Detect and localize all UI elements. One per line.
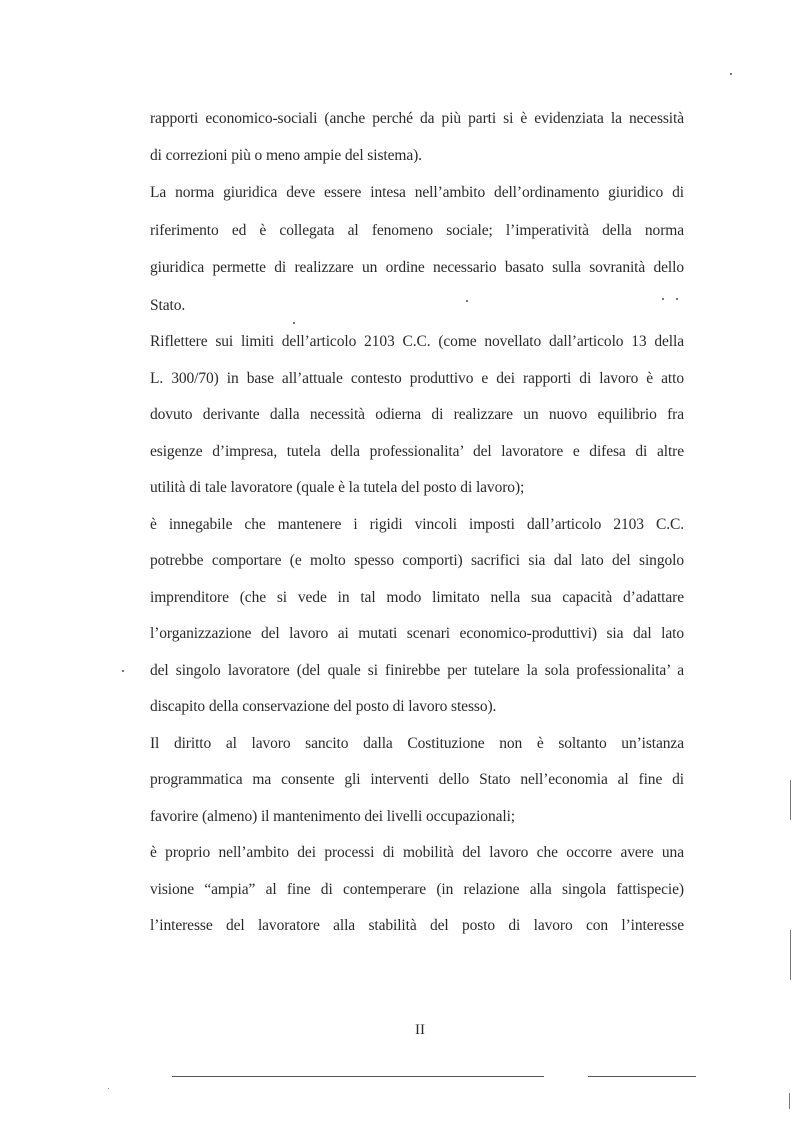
text-line-15: l’organizzazione del lavoro ai mutati scenari economico-produttivi) sia dal lato xyxy=(150,625,684,642)
scan-speck xyxy=(122,670,124,672)
text-line-22: visione “ampia” al fine di contemperare (in relazione alla singola fattispecie) xyxy=(150,881,684,898)
scan-margin-mark xyxy=(790,780,791,820)
text-line-20: favorire (almeno) il mantenimento dei livelli occupazionali; xyxy=(150,808,516,825)
text-line-10: esigenze d’impresa, tutela della professionalita’ del lavoratore e difesa di altre xyxy=(150,443,684,460)
text-line-18: Il diritto al lavoro sancito dalla Costituzione non è soltanto un’istanza xyxy=(150,735,684,752)
text-line-11: utilità di tale lavoratore (quale è la tutela del posto di lavoro); xyxy=(150,479,525,496)
text-line-4: riferimento ed è collegata al fenomeno sociale; l’imperatività della norma xyxy=(150,222,684,239)
scan-speck xyxy=(676,298,678,300)
text-line-1: rapporti economico-sociali (anche perché da più parti si è evidenziata la necessità xyxy=(150,110,684,127)
text-line-5: giuridica permette di realizzare un ordine necessario basato sulla sovranità dello xyxy=(150,259,684,276)
text-line-16: del singolo lavoratore (del quale si finirebbe per tutelare la sola professionalita’ a xyxy=(150,662,684,679)
text-line-17: discapito della conservazione del posto di lavoro stesso). xyxy=(150,698,497,715)
footer-rule-right xyxy=(588,1076,696,1077)
text-line-6: Stato. xyxy=(150,297,186,314)
scan-speck xyxy=(662,298,664,300)
scan-speck xyxy=(293,322,295,324)
text-line-23: l’interesse del lavoratore alla stabilità del posto di lavoro con l’interesse xyxy=(150,917,684,934)
text-line-3: La norma giuridica deve essere intesa nell’ambito dell’ordinamento giuridico di xyxy=(150,184,684,201)
text-line-12: è innegabile che mantenere i rigidi vincoli imposti dall’articolo 2103 C.C. xyxy=(150,516,684,533)
text-line-8: L. 300/70) in base all’attuale contesto produttivo e dei rapporti di lavoro è atto xyxy=(150,370,684,387)
text-line-2: di correzioni più o meno ampie del sistema). xyxy=(150,147,422,164)
text-line-19: programmatica ma consente gli interventi dello Stato nell’economia al fine di xyxy=(150,771,684,788)
footer-rule-left xyxy=(172,1076,544,1077)
scan-speck xyxy=(108,1088,109,1089)
scan-margin-mark xyxy=(789,1093,790,1109)
scan-speck xyxy=(466,300,468,302)
page-number: II xyxy=(415,1022,425,1038)
text-line-7: Riflettere sui limiti dell’articolo 2103 C.C. (come novellato dall’articolo 13 della xyxy=(150,333,684,350)
text-line-13: potrebbe comportare (e molto spesso comporti) sacrifici sia dal lato del singolo xyxy=(150,552,684,569)
scan-margin-mark xyxy=(790,930,791,980)
scan-speck xyxy=(730,73,732,75)
text-line-14: imprenditore (che si vede in tal modo limitato nella sua capacità d’adattare xyxy=(150,589,684,606)
text-line-21: è proprio nell’ambito dei processi di mobilità del lavoro che occorre avere una xyxy=(150,844,684,861)
text-line-9: dovuto derivante dalla necessità odierna di realizzare un nuovo equilibrio fra xyxy=(150,406,684,423)
